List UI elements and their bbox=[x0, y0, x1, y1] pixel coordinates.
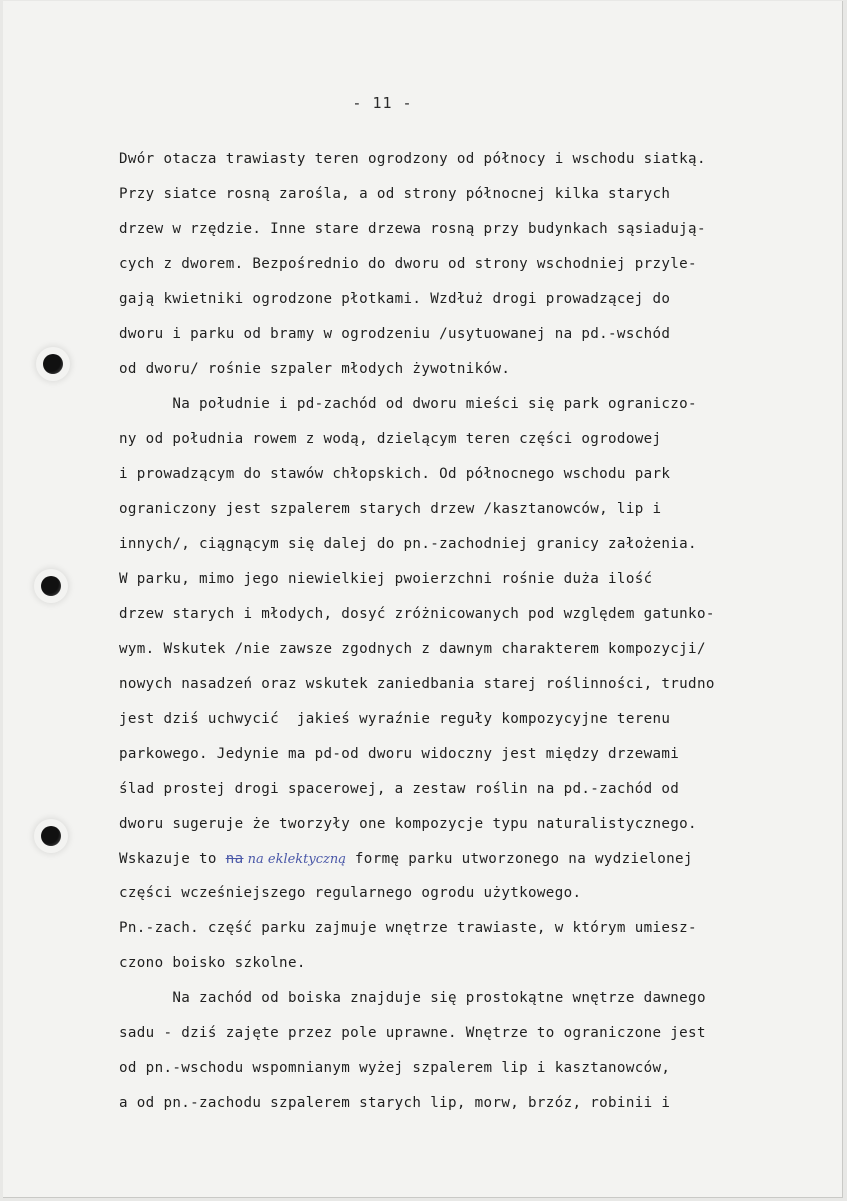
text-line: innych/, ciągnącym się dalej do pn.-zachodniej granicy założenia. bbox=[119, 536, 697, 552]
text-line: cych z dworem. Bezpośrednio do dworu od strony wschodniej przyle- bbox=[119, 256, 697, 272]
text-line: dworu sugeruje że tworzyły one kompozycje typu naturalistycznego. bbox=[119, 816, 697, 832]
text-line: jest dziś uchwycić jakieś wyraźnie reguły kompozycyjne terenu bbox=[119, 711, 671, 727]
handwritten-insert: na eklektyczną bbox=[243, 852, 347, 867]
text-line: Na zachód od boiska znajduje się prostokątne wnętrze dawnego bbox=[119, 990, 706, 1006]
text-line: czono boisko szkolne. bbox=[119, 955, 306, 971]
text-line: drzew w rzędzie. Inne stare drzewa rosną przy budynkach sąsiadują- bbox=[119, 221, 706, 237]
text-line: nowych nasadzeń oraz wskutek zaniedbania starej roślinności, trudno bbox=[119, 676, 715, 692]
document-page bbox=[3, 1, 843, 1198]
text-line: Przy siatce rosną zarośla, a od strony północnej kilka starych bbox=[119, 186, 671, 202]
text-line: gają kwietniki ogrodzone płotkami. Wzdłuż drogi prowadzącej do bbox=[119, 291, 671, 307]
text-line: ny od południa rowem z wodą, dzielącym teren części ogrodowej bbox=[119, 431, 662, 447]
text-line: od pn.-wschodu wspomnianym wyżej szpalerem lip i kasztanowców, bbox=[119, 1060, 671, 1076]
text-line: od dworu/ rośnie szpaler młodych żywotników. bbox=[119, 361, 511, 377]
text-line: sadu - dziś zajęte przez pole uprawne. Wnętrze to ograniczone jest bbox=[119, 1025, 706, 1041]
struck-word: na bbox=[225, 851, 244, 867]
line-text: Wskazuje to bbox=[119, 851, 226, 867]
text-line: Pn.-zach. część parku zajmuje wnętrze trawiaste, w którym umiesz- bbox=[119, 920, 697, 936]
text-line: części wcześniejszego regularnego ogrodu użytkowego. bbox=[119, 885, 582, 901]
punch-hole bbox=[41, 576, 61, 596]
text-line: Dwór otacza trawiasty teren ogrodzony od północy i wschodu siatką. bbox=[119, 151, 706, 167]
text-line: ograniczony jest szpalerem starych drzew /kasztanowców, lip i bbox=[119, 501, 662, 517]
page-number: - 11 - bbox=[352, 94, 413, 112]
text-line: W parku, mimo jego niewielkiej pwoierzchni rośnie duża ilość bbox=[119, 571, 653, 587]
text-line: wym. Wskutek /nie zawsze zgodnych z dawnym charakterem kompozycji/ bbox=[119, 641, 706, 657]
text-line bbox=[119, 849, 693, 870]
text-line: a od pn.-zachodu szpalerem starych lip, morw, brzóz, robinii i bbox=[119, 1095, 671, 1111]
text-line: parkowego. Jedynie ma pd-od dworu widoczny jest między drzewami bbox=[119, 746, 680, 762]
text-line: ślad prostej drogi spacerowej, a zestaw roślin na pd.-zachód od bbox=[119, 781, 680, 797]
text-line: drzew starych i młodych, dosyć zróżnicowanych pod względem gatunko- bbox=[119, 606, 715, 622]
punch-hole bbox=[41, 826, 61, 846]
punch-hole bbox=[43, 354, 63, 374]
text-line: dworu i parku od bramy w ogrodzeniu /usytuowanej na pd.-wschód bbox=[119, 326, 671, 342]
text-line: i prowadzącym do stawów chłopskich. Od północnego wschodu park bbox=[119, 466, 671, 482]
line-text: formę parku utworzonego na wydzielonej bbox=[346, 851, 693, 867]
text-line: Na południe i pd-zachód od dworu mieści się park ograniczo- bbox=[119, 396, 697, 412]
